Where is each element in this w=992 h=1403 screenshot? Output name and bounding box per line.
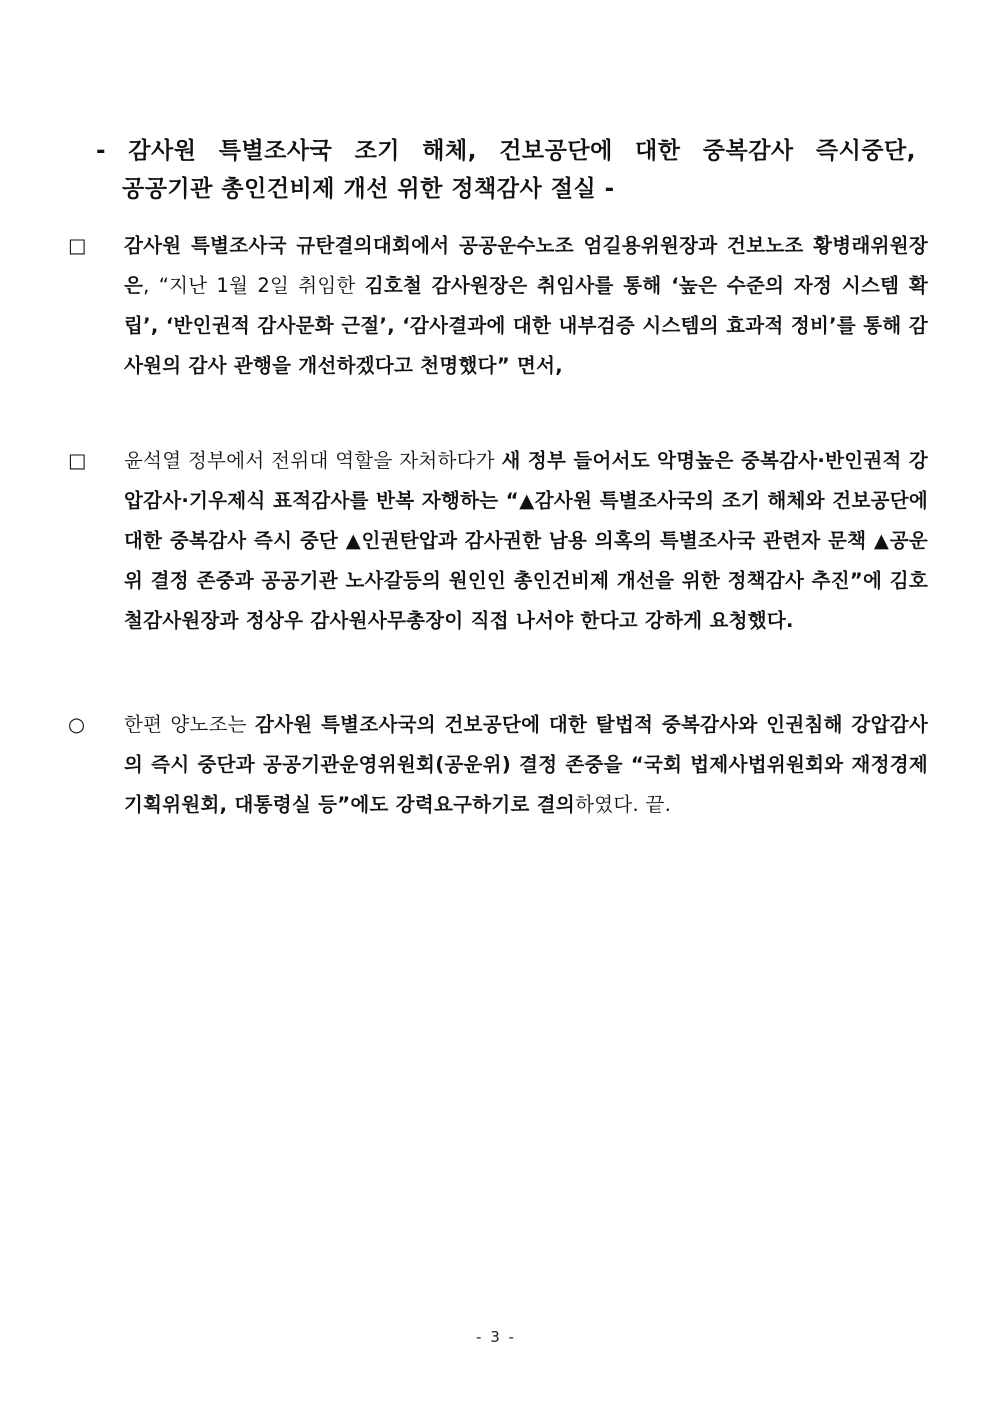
subtitle-line-2: 공공기관 총인건비제 개선 위한 정책감사 절실 - (122, 176, 615, 202)
paragraph-3-part-1: 한편 양노조는 (124, 713, 255, 736)
paragraph-1 (68, 226, 929, 386)
paragraph-3-part-2: 감사원 특별조사국의 건보공단에 대한 탈법적 중복감사와 인권침해 강압감사의 즉시 중단과 공공기관운영위원회(공운위) 결정 존중을 “국회 법제사법위원회와 재정경제기획위원회, 대통령실 등”에도 강력요구하기로 결의 (124, 713, 928, 816)
circle-bullet-icon: ○ (68, 713, 86, 736)
subtitle-line-1: - 감사원 특별조사국 조기 해체, 건보공단에 대한 중복감사 즉시중단, (96, 138, 916, 164)
paragraph-2-part-1: 윤석열 정부에서 전위대 역할을 자처하다가 (124, 449, 502, 472)
subtitle (96, 132, 916, 208)
paragraph-3-part-3: 하였다. 끝. (575, 793, 672, 816)
paragraph-2 (68, 441, 928, 641)
paragraph-3 (68, 705, 928, 825)
square-bullet-icon: □ (68, 449, 87, 472)
page-number: - 3 - (476, 1328, 516, 1346)
paragraph-2-part-2: 새 정부 들어서도 악명높은 중복감사·반인권적 강압감사·기우제식 표적감사를 반복 자행하는 “▲감사원 특별조사국의 조기 해체와 건보공단에 대한 중복감사 즉시 중단 ▲인권탄압과 감사권한 남용 의혹의 특별조사국 관련자 문책 ▲공운위 결정 존중과 공공기관 노사갈등의 원인인 총인건비제 개선을 위한 정책감사 추진”에 김호철감사원장과 정상우 감사원사무총장이 직접 나서야 한다고 강하게 요청했다. (124, 449, 928, 632)
paragraph-1-part-2: , “지난 1월 2일 취임한 (143, 274, 365, 297)
square-bullet-icon: □ (68, 234, 87, 257)
paragraph-1-part-1: 감사원 특별조사국 규탄결의대회에서 공공운수노조 엄길용위원장과 건보노조 황병래위원장은 (124, 234, 928, 297)
paragraph-1-part-3: 김호철 감사원장은 취임사를 통해 ‘높은 수준의 자정 시스템 확립’, ‘반인권적 감사문화 근절’, ‘감사결과에 대한 내부검증 시스템의 효과적 정비’를 통해 감사원의 감사 관행을 개선하겠다고 천명했다” 면서, (124, 274, 929, 377)
